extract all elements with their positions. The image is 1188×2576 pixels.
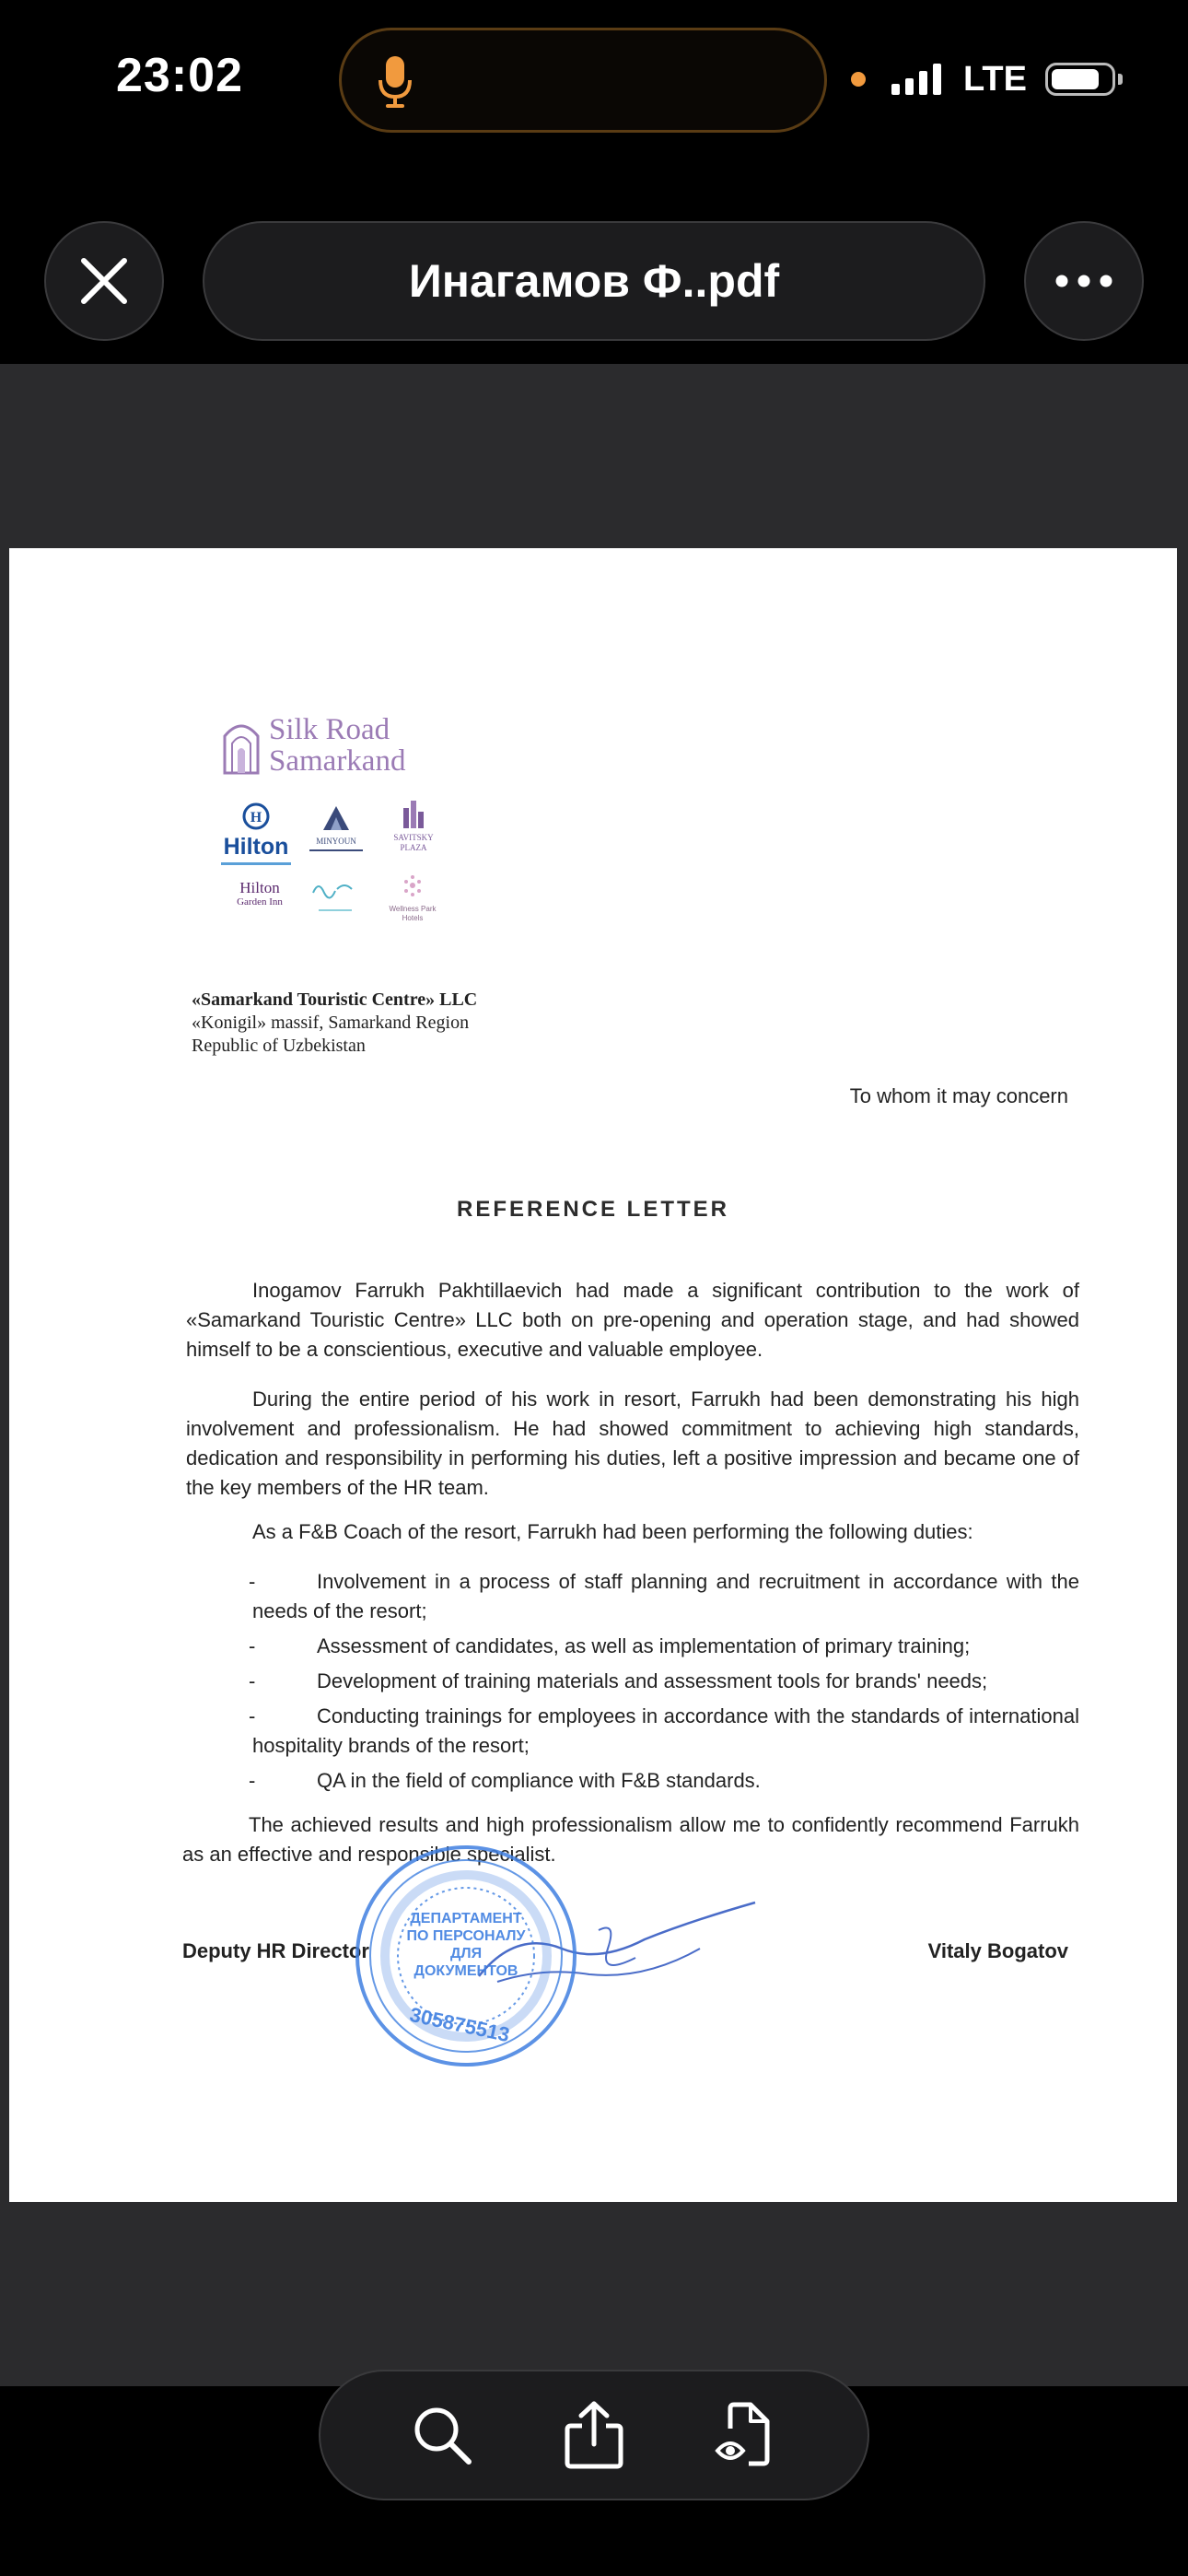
wellness-emblem-icon xyxy=(399,874,426,900)
dynamic-island[interactable] xyxy=(339,28,827,133)
document-title: REFERENCE LETTER xyxy=(456,1197,729,1222)
hilton-underline xyxy=(221,862,291,865)
stamp-line-3: ДЛЯ xyxy=(449,1946,483,1961)
hilton-garden-text-2: Garden Inn xyxy=(237,896,283,907)
pdf-page[interactable] xyxy=(9,548,1177,2202)
bottom-toolbar-area xyxy=(0,2386,1188,2576)
hilton-garden-text-1: Hilton xyxy=(239,879,280,896)
document-viewer[interactable] xyxy=(0,364,1188,2386)
hilton-text: Hilton xyxy=(223,834,289,860)
close-icon xyxy=(78,255,130,307)
savitsky-text-2: PLAZA xyxy=(400,843,427,852)
duty-item xyxy=(249,1702,1079,1761)
company-address-line1: «Konigil» massif, Samarkand Region xyxy=(192,1013,470,1033)
dash-bullet: - xyxy=(249,1570,256,1593)
ellipsis-icon xyxy=(1054,274,1113,288)
status-bar xyxy=(0,0,1188,161)
hilton-emblem-icon xyxy=(242,802,270,830)
stamp-text-block xyxy=(352,1910,580,1980)
cellular-signal-icon xyxy=(891,64,941,95)
stamp-line-1: ДЕПАРТАМЕНТ xyxy=(410,1911,522,1926)
signer-name: Vitaly Bogatov xyxy=(927,1939,1068,1962)
bottom-toolbar xyxy=(319,2370,869,2500)
signer-title: Deputy HR Director xyxy=(182,1939,369,1962)
savitsky-logo xyxy=(379,799,448,853)
silk-road-logo xyxy=(221,714,405,777)
salutation: To whom it may concern xyxy=(849,1084,1068,1107)
paragraph-2: During the entire period of his work in resort, Farrukh had been demonstrating his high involvement and professionalism. He had showed commitment to achieving high standards, dedication and responsibility in performing his duties, left a positive impression and became one of the key members of the HR team. xyxy=(186,1388,1079,1499)
minyoun-logo xyxy=(304,802,368,851)
nav-bar xyxy=(0,161,1188,364)
privacy-indicator-dot xyxy=(851,72,866,87)
hilton-garden-logo xyxy=(223,880,297,907)
minyoun-text: MINYOUN xyxy=(316,837,356,846)
duty-item xyxy=(249,1667,1079,1696)
company-name: «Samarkand Touristic Centre» LLC xyxy=(192,989,478,1010)
duty-text: QA in the field of compliance with F&B standards. xyxy=(317,1769,761,1792)
silk-road-text-1: Silk Road xyxy=(269,713,390,746)
duty-item xyxy=(249,1766,1079,1796)
wave-emblem-icon xyxy=(309,876,361,917)
file-title[interactable]: Инагамов Ф..pdf xyxy=(203,221,985,341)
wellness-text-1: Wellness Park xyxy=(389,905,437,913)
status-indicators xyxy=(851,53,1115,105)
stamp-number: 305875513 xyxy=(407,2002,512,2047)
stamp-line-2: ПО ПЕРСОНАЛУ xyxy=(406,1928,526,1944)
duty-item xyxy=(249,1632,1079,1661)
paragraph-1: Inogamov Farrukh Pakhtillaevich had made a significant contribution to the work of «Samarkand Touristic Centre» LLC both on pre-opening and operation stage, and had showed himself to be a conscientious, executive and valuable employee. xyxy=(186,1279,1079,1361)
status-time: 23:02 xyxy=(116,49,243,102)
dash-bullet: - xyxy=(249,1634,256,1657)
dash-bullet: - xyxy=(249,1669,256,1692)
wave-logo xyxy=(309,876,365,921)
paragraph-4: The achieved results and high professionalism allow me to confidently recommend Farrukh as an effective and responsible specialist. xyxy=(182,1813,1079,1866)
stamp-line-4: ДОКУМЕНТОВ xyxy=(413,1963,518,1979)
dash-bullet: - xyxy=(249,1769,256,1792)
minyoun-underline xyxy=(309,849,363,851)
paragraph-3: As a F&B Coach of the resort, Farrukh had been performing the following duties: xyxy=(252,1520,973,1543)
minyoun-emblem-icon xyxy=(320,802,353,832)
duty-text: Involvement in a process of staff planning and recruitment in accordance with the needs of the resort; xyxy=(252,1570,1079,1622)
savitsky-text-1: SAVITSKY xyxy=(393,833,434,842)
duty-text: Conducting trainings for employees in accordance with the standards of international hospitality brands of the resort; xyxy=(252,1704,1079,1757)
wellness-park-logo xyxy=(376,874,449,923)
battery-level xyxy=(1052,69,1099,89)
share-icon xyxy=(562,2400,626,2470)
company-address xyxy=(192,989,477,1058)
duty-item xyxy=(249,1567,1079,1626)
markup-icon xyxy=(714,2401,778,2469)
battery-icon xyxy=(1045,63,1115,96)
duty-text: Development of training materials and assessment tools for brands' needs; xyxy=(317,1669,988,1692)
dash-bullet: - xyxy=(249,1704,256,1727)
hilton-logo xyxy=(221,802,291,865)
silk-road-text-2: Samarkand xyxy=(269,744,406,778)
duty-text: Assessment of candidates, as well as implementation of primary training; xyxy=(317,1634,971,1657)
official-stamp xyxy=(352,1842,580,2070)
network-type: LTE xyxy=(963,59,1027,99)
close-button[interactable] xyxy=(44,221,164,341)
search-icon xyxy=(410,2403,474,2467)
markup-button[interactable] xyxy=(705,2394,787,2476)
silk-road-emblem-icon xyxy=(221,716,262,775)
logo-block xyxy=(221,714,470,963)
savitsky-emblem-icon xyxy=(400,799,427,828)
more-button[interactable] xyxy=(1024,221,1144,341)
microphone-icon xyxy=(377,54,413,110)
search-button[interactable] xyxy=(401,2394,483,2476)
wellness-text-2: Hotels xyxy=(402,914,424,922)
share-button[interactable] xyxy=(553,2394,635,2476)
company-address-line2: Republic of Uzbekistan xyxy=(192,1036,366,1056)
svg-text:H: H xyxy=(250,810,262,825)
